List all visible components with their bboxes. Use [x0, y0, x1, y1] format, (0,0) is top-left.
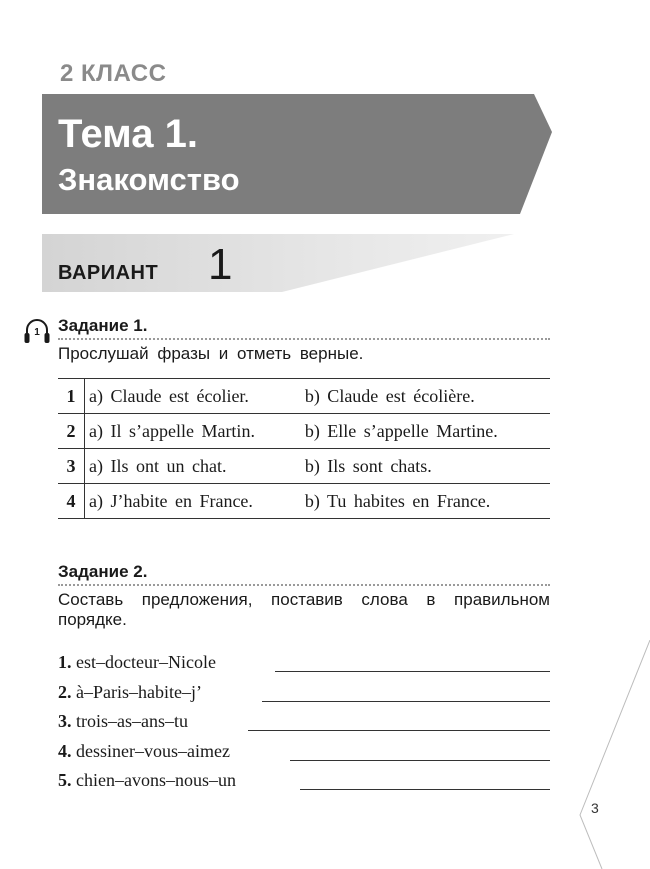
task1-instruction: Прослушай фразы и отметь верные.	[58, 344, 364, 363]
task2-divider	[58, 584, 550, 586]
task2-title: Задание 2.	[58, 562, 148, 581]
list-item	[58, 711, 550, 733]
item-number: 2.	[58, 682, 72, 702]
item-number: 4.	[58, 741, 72, 761]
page-corner-decoration	[570, 640, 650, 869]
topic-number: Тема 1.	[58, 112, 198, 156]
item-number: 1.	[58, 652, 72, 672]
list-item	[58, 741, 550, 763]
topic-title: Знакомство	[58, 162, 240, 197]
option-a[interactable]: a) Il s’appelle Martin.	[85, 414, 301, 449]
option-a[interactable]: a) Claude est écolier.	[85, 379, 301, 414]
row-number: 2	[58, 414, 85, 449]
answer-line[interactable]	[300, 789, 550, 790]
task1-title: Задание 1.	[58, 316, 148, 335]
table-row	[58, 484, 550, 519]
answer-line[interactable]	[248, 730, 550, 731]
option-b[interactable]: b) Tu habites en France.	[301, 484, 550, 519]
headphones-icon[interactable]	[23, 316, 51, 346]
item-number: 3.	[58, 711, 72, 731]
row-number: 1	[58, 379, 85, 414]
task1-divider	[58, 338, 550, 340]
audio-track-number: 1	[34, 327, 40, 338]
list-item	[58, 652, 550, 674]
row-number: 3	[58, 449, 85, 484]
option-b[interactable]: b) Elle s’appelle Martine.	[301, 414, 550, 449]
variant-label: ВАРИАНТ	[58, 262, 159, 284]
scrambled-words: est–docteur–Nicole	[76, 652, 216, 672]
task2-instruction: Составь предложения, поставив слова в правильном порядке.	[58, 590, 550, 629]
grade-label: 2 КЛАСС	[60, 60, 167, 87]
answer-line[interactable]	[290, 760, 550, 761]
task1-options-table	[58, 378, 550, 519]
option-a[interactable]: a) J’habite en France.	[85, 484, 301, 519]
option-b[interactable]: b) Ils sont chats.	[301, 449, 550, 484]
table-row	[58, 379, 550, 414]
scrambled-words: dessiner–vous–aimez	[76, 741, 230, 761]
scrambled-words: à–Paris–habite–j’	[76, 682, 202, 702]
table-row	[58, 414, 550, 449]
option-a[interactable]: a) Ils ont un chat.	[85, 449, 301, 484]
list-item	[58, 682, 550, 704]
scrambled-words: trois–as–ans–tu	[76, 711, 188, 731]
answer-line[interactable]	[275, 671, 550, 672]
item-number: 5.	[58, 770, 72, 790]
page-number: 3	[591, 800, 599, 816]
option-b[interactable]: b) Claude est écolière.	[301, 379, 550, 414]
scrambled-words: chien–avons–nous–un	[76, 770, 236, 790]
row-number: 4	[58, 484, 85, 519]
variant-number: 1	[208, 240, 233, 289]
list-item	[58, 770, 550, 792]
table-row	[58, 449, 550, 484]
answer-line[interactable]	[262, 701, 550, 702]
